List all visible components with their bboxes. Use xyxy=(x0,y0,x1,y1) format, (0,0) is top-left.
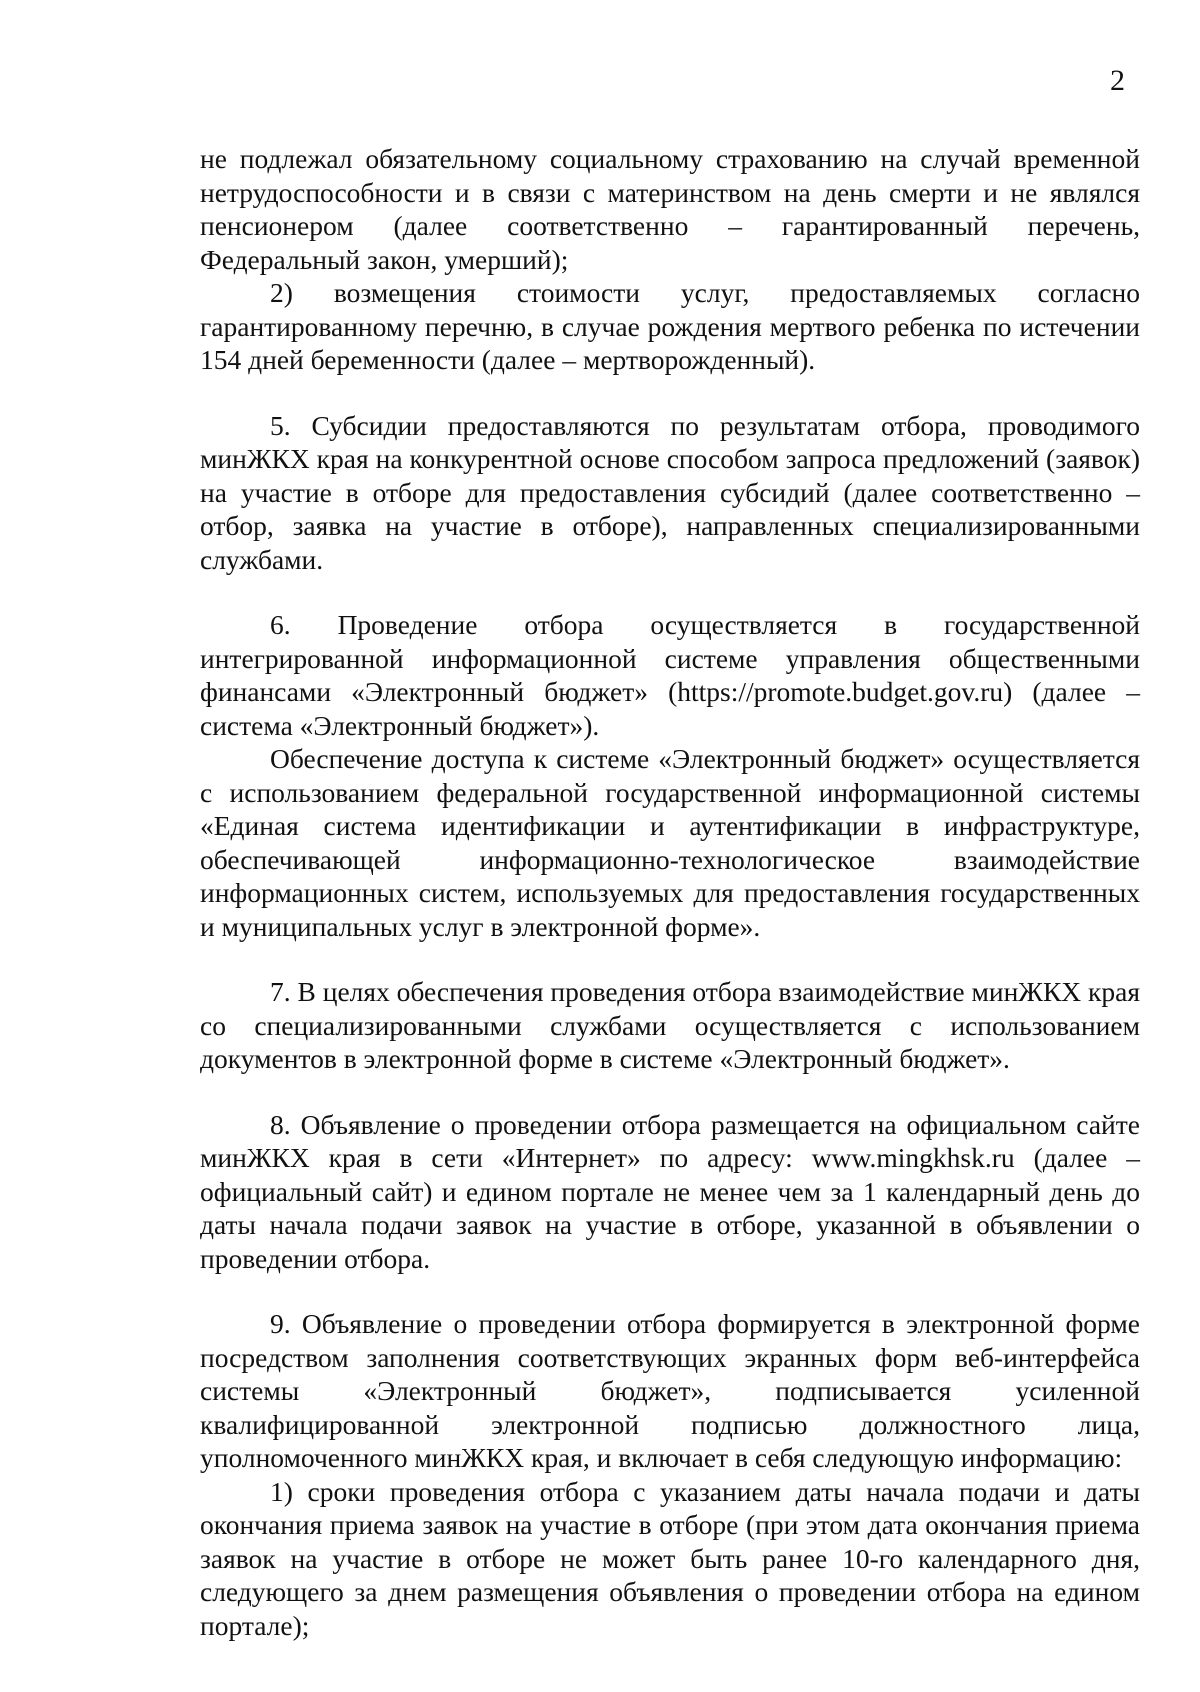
document-body xyxy=(200,142,1140,1642)
paragraph-section-7: 7. В целях обеспечения проведения отбора взаимодействие минЖКХ края со специализированными службами осуществляется с использованием документов в электронной форме в системе «Электронный бюджет». xyxy=(200,976,1140,1074)
paragraph-continuation: не подлежал обязательному социальному страхованию на случай временной нетрудоспособности и в связи с материнством на день смерти и не являлся пенсионером (далее соответственно – гарантированный перечень, Федеральный закон, умерший); xyxy=(200,143,1140,275)
paragraph-item-1: 1) сроки проведения отбора с указанием даты начала подачи и даты окончания приема заявок на участие в отборе (при этом дата окончания приема заявок на участие в отборе не может быть ранее 10-го календарного дня, следующего за днем размещения объявления о проведении отбора на едином портале); xyxy=(200,1475,1140,1641)
paragraph-section-6: 6. Проведение отбора осуществляется в государственной интегрированной информационной системе управления общественными финансами «Электронный бюджет» (https://promote.budget.gov.ru) (далее – система «Электронный бюджет»). xyxy=(200,609,1140,741)
paragraph-section-9: 9. Объявление о проведении отбора формируется в электронной форме посредством заполнения соответствующих экранных форм веб-интерфейса системы «Электронный бюджет», подписывается усиленной квалифицированной электронной подписью должностного лица, уполномоченного минЖКХ края, и включает в себя следующую информацию: xyxy=(200,1308,1140,1473)
paragraph-item-2: 2) возмещения стоимости услуг, предоставляемых согласно гарантированному перечню, в случае рождения мертвого ребенка по истечении 154 дней беременности (далее – мертворожденный). xyxy=(200,277,1140,375)
paragraph-section-5: 5. Субсидии предоставляются по результатам отбора, проводимого минЖКХ края на конкурентной основе способом запроса предложений (заявок) на участие в отборе для предоставления субсидий (далее соответственно – отбор, заявка на участие в отборе), направленных специализированными службами. xyxy=(200,409,1140,575)
paragraph-section-8: 8. Объявление о проведении отбора размещается на официальном сайте минЖКХ края в сети «Интернет» по адресу: www.mingkhsk.ru (далее – официальный сайт) и едином портале не менее чем за 1 календарный день до даты начала подачи заявок на участие в отборе, указанной в объявлении о проведении отбора. xyxy=(200,1108,1140,1274)
paragraph-access: Обеспечение доступа к системе «Электронный бюджет» осуществляется с использованием федеральной государственной информационной системы «Единая система идентификации и аутентификации в инфраструктуре, обеспечивающей информационно-технологическое взаимодействие информационных систем, используемых для предоставления государственных и муниципальных услуг в электронной форме». xyxy=(200,743,1140,942)
page-number: 2 xyxy=(1110,64,1125,97)
